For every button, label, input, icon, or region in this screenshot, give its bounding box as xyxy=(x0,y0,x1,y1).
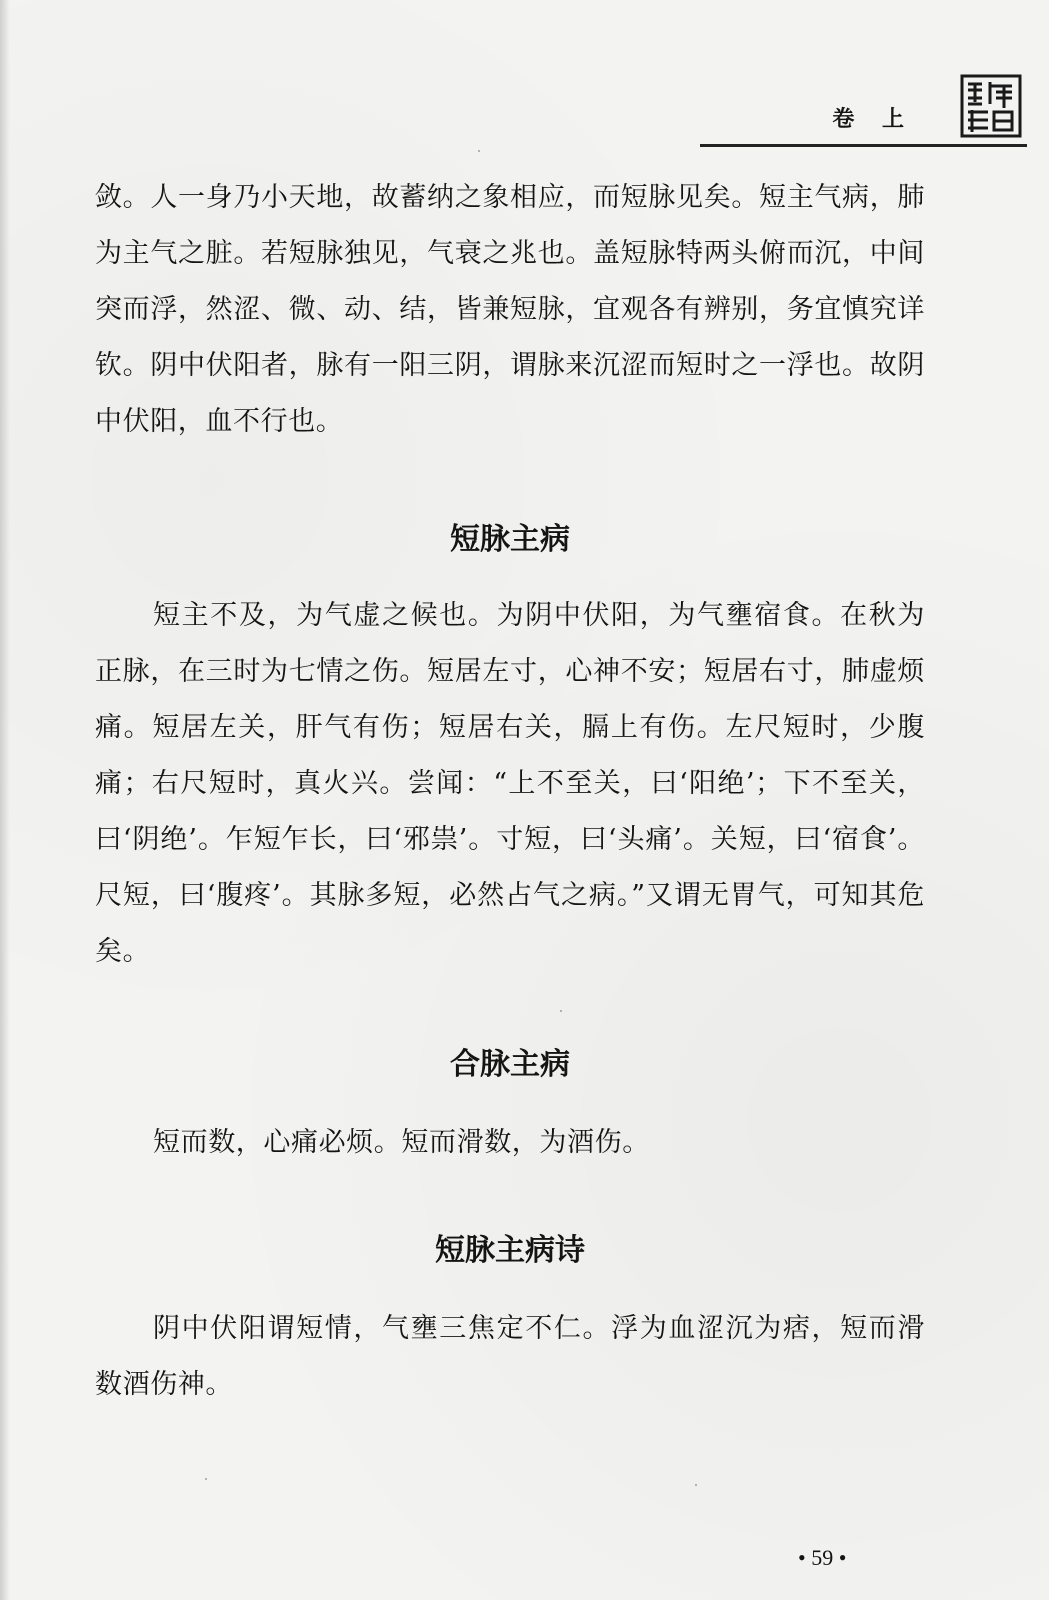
page-edge-shadow xyxy=(0,0,10,1600)
paper-speck xyxy=(478,150,480,152)
paragraph-poem: 阴中伏阳谓短情，气壅三焦定不仁。浮为血涩沉为痞，短而滑数酒伤神。 xyxy=(95,1313,925,1400)
paper-speck xyxy=(560,1010,562,1012)
heading-duanmai-zhubing-shi: 短脉主病诗 xyxy=(435,1233,585,1268)
heading-hemai-zhubing: 合脉主病 xyxy=(450,1047,570,1082)
heading-duanmai-zhubing: 短脉主病 xyxy=(450,522,570,557)
page-content xyxy=(95,160,925,1413)
paper-speck xyxy=(205,1478,207,1480)
paper-speck xyxy=(695,1484,697,1486)
paragraph-hemai-zhubing: 短而数，心痛必烦。短而滑数，为酒伤。 xyxy=(153,1127,650,1158)
header-rule xyxy=(700,144,1027,147)
page-number: • 59 • xyxy=(798,1545,847,1570)
paragraph-duanmai-zhubing: 短主不及，为气虚之候也。为阴中伏阳，为气壅宿食。在秋为正脉，在三时为七情之伤。短居左寸，心神不安；短居右寸，肺虚烦痛。短居左关，肝气有伤；短居右关，膈上有伤。左尺短时，少腹痛；右尺短时，真火兴。尝闻：“上不至关，曰‘阳绝’；下不至关，曰‘阴绝’。乍短乍长，曰‘邪祟’。寸短，曰‘头痛’。关短，曰‘宿食’。尺短，曰‘腹疼’。其脉多短，必然占气之病。”又谓无胃气，可知其危矣。 xyxy=(95,600,925,967)
seal-stamp xyxy=(960,74,1022,138)
paragraph-intro: 敛。人一身乃小天地，故蓄纳之象相应，而短脉见矣。短主气病，肺为主气之脏。若短脉独见，气衰之兆也。盖短脉特两头俯而沉，中间突而浮，然涩、微、动、结，皆兼短脉，宜观各有辨别，务宜慎究详钦。阴中伏阳者，脉有一阳三阴，谓脉来沉涩而短时之一浮也。故阴中伏阳，血不行也。 xyxy=(95,182,925,437)
section-label: 卷 上 xyxy=(832,107,914,132)
